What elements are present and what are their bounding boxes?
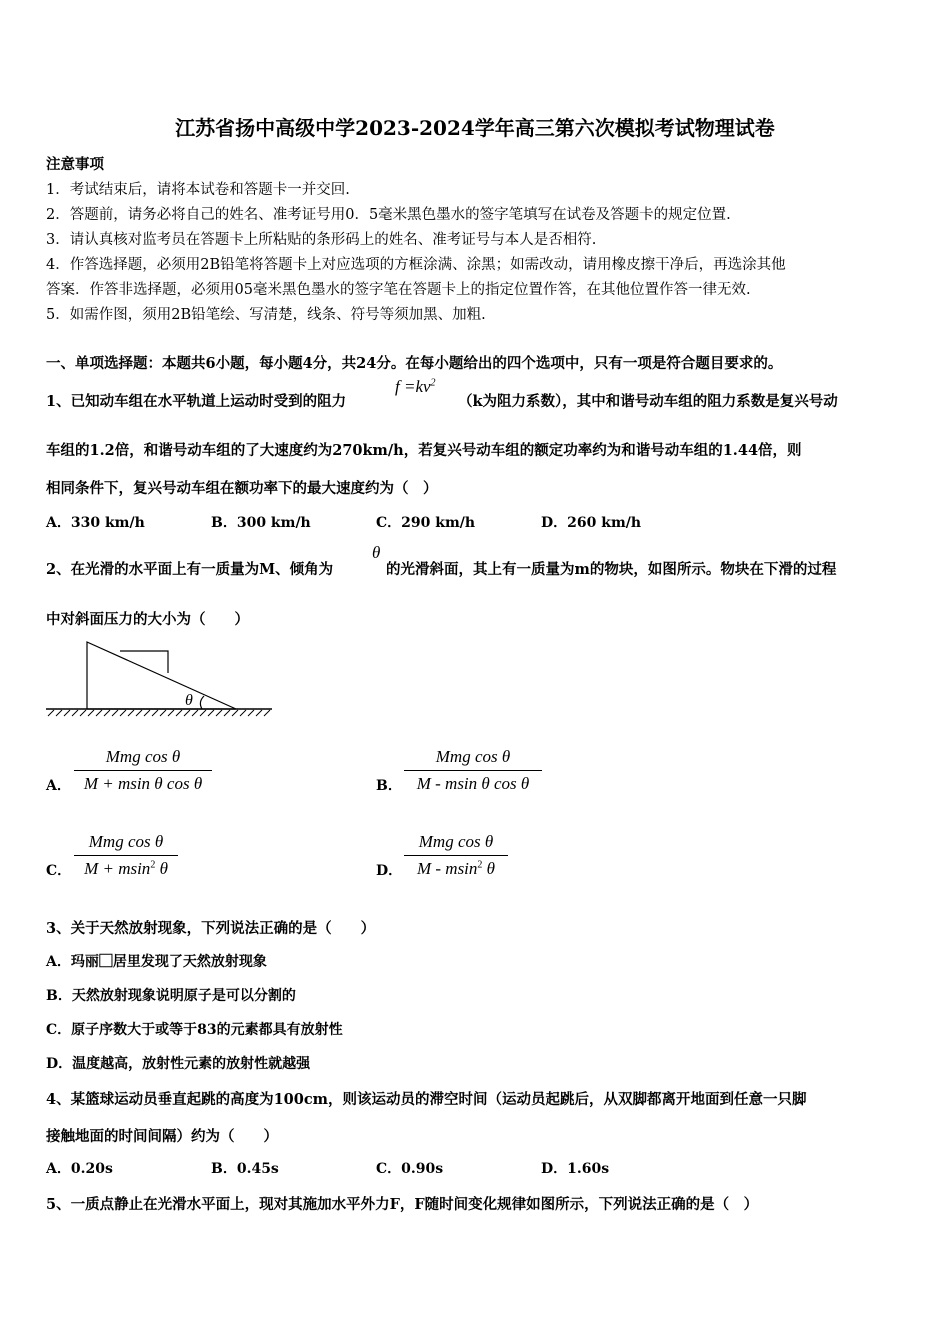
incline-wedge (87, 642, 236, 709)
fraction-denominator: M - msin θ cos θ (404, 770, 542, 794)
q4-option-b: B．0.45s (211, 1161, 279, 1177)
q3-option-b: B．天然放射现象说明原子是可以分割的 (46, 988, 296, 1004)
q4-stem-line1: 4、某篮球运动员垂直起跳的高度为100cm，则该运动员的滞空时间（运动员起跳后，从双脚都离开地面到任意一只脚 (46, 1091, 807, 1108)
q4-option-d: D．1.60s (541, 1161, 610, 1177)
q2-option-a-fraction (74, 747, 212, 794)
fraction-denominator (74, 855, 178, 879)
q2-theta: θ (372, 543, 381, 562)
q2-option-a-letter: A． (46, 778, 71, 794)
page-title: 江苏省扬中高级中学2023-2024学年高三第六次模拟考试物理试卷 (175, 116, 775, 140)
section-heading: 一、单项选择题：本题共6小题，每小题4分，共24分。在每小题给出的四个选项中，只有一项是符合题目要求的。 (46, 355, 783, 372)
den-part: θ (482, 859, 496, 878)
q2-stem-part2: 的光滑斜面，其上有一质量为m的物块，如图所示。物块在下滑的过程 (386, 561, 837, 578)
q4-stem-line2: 接触地面的时间间隔）约为（ ） (46, 1128, 278, 1145)
q2-option-b-letter: B． (376, 778, 402, 794)
angle-arc (200, 696, 204, 709)
den-part: θ (155, 859, 168, 878)
q3-option-a: A．玛丽⃞居里发现了天然放射现象 (46, 954, 267, 970)
q1-formula-text: f =kv (395, 377, 431, 396)
q2-option-c-letter: C． (46, 863, 72, 879)
q1-option-a: A．330 km/h (46, 515, 145, 531)
den-part: M - msin (416, 859, 478, 878)
den-superscript: 2 (477, 859, 483, 871)
q3-stem: 3、关于天然放射现象，下列说法正确的是（ ） (46, 920, 376, 937)
fraction-numerator: Mmg cos θ (435, 747, 511, 766)
notice-line: 4．作答选择题，必须用2B铅笔将答题卡上对应选项的方框涂满、涂黑；如需改动，请用橡皮擦干净后，再选涂其他 (46, 257, 786, 273)
sliding-block (120, 651, 168, 673)
q1-option-c: C．290 km/h (376, 515, 476, 531)
ground-hatching (48, 710, 270, 716)
q2-option-c-fraction (74, 832, 178, 879)
incline-figure (44, 638, 276, 722)
q1-stem-part1: 1、已知动车组在水平轨道上运动时受到的阻力 (46, 393, 347, 410)
q1-stem-line2: 车组的1.2倍，和谐号动车组的了大速度约为270km/h，若复兴号动车组的额定功率约为和谐号动车组的1.44倍，则 (46, 442, 802, 459)
fraction-numerator: Mmg cos θ (88, 832, 164, 851)
den-part: M + msin (84, 859, 151, 878)
q1-formula (395, 377, 436, 397)
q3-option-d: D．温度越高，放射性元素的放射性就越强 (46, 1056, 311, 1072)
q1-formula-sup: 2 (430, 377, 436, 389)
q4-option-a: A．0.20s (46, 1161, 113, 1177)
notice-line: 3．请认真核对监考员在答题卡上所粘贴的条形码上的姓名、准考证号与本人是否相符. (46, 232, 597, 248)
q2-option-b-fraction (404, 747, 542, 794)
q1-stem-line3: 相同条件下，复兴号动车组在额功率下的最大速度约为（ ） (46, 480, 438, 497)
notice-line: 1．考试结束后，请将本试卷和答题卡一并交回. (46, 182, 350, 198)
fraction-denominator (404, 855, 508, 879)
q3-option-c: C．原子序数大于或等于83的元素都具有放射性 (46, 1022, 343, 1038)
angle-label: θ (185, 692, 193, 709)
den-superscript: 2 (150, 859, 156, 871)
q2-option-d-fraction (404, 832, 508, 879)
q1-option-b: B．300 km/h (211, 515, 311, 531)
notice-line: 5．如需作图，须用2B铅笔绘、写清楚，线条、符号等须加黑、加粗. (46, 307, 486, 323)
notice-line: 答案．作答非选择题，必须用05毫米黑色墨水的签字笔在答题卡上的指定位置作答，在其他位置作答一律无效. (46, 282, 751, 298)
fraction-denominator: M + msin θ cos θ (74, 770, 212, 794)
notice-heading: 注意事项 (46, 156, 104, 173)
q1-stem-part2: （k为阻力系数），其中和谐号动车组的阻力系数是复兴号动 (458, 393, 838, 410)
q2-option-d-letter: D． (376, 863, 403, 879)
q2-stem-part1: 2、在光滑的水平面上有一质量为M、倾角为 (46, 561, 334, 578)
q4-option-c: C．0.90s (376, 1161, 444, 1177)
fraction-numerator: Mmg cos θ (418, 832, 494, 851)
q2-stem-line2: 中对斜面压力的大小为（ ） (46, 611, 249, 628)
fraction-numerator: Mmg cos θ (105, 747, 181, 766)
notice-line: 2．答题前，请务必将自己的姓名、准考证号用0．5毫米黑色墨水的签字笔填写在试卷及答题卡的规定位置. (46, 207, 731, 223)
q5-stem: 5、一质点静止在光滑水平面上，现对其施加水平外力F，F随时间变化规律如图所示，下列说法正确的是（ ） (46, 1196, 759, 1213)
q1-option-d: D．260 km/h (541, 515, 642, 531)
